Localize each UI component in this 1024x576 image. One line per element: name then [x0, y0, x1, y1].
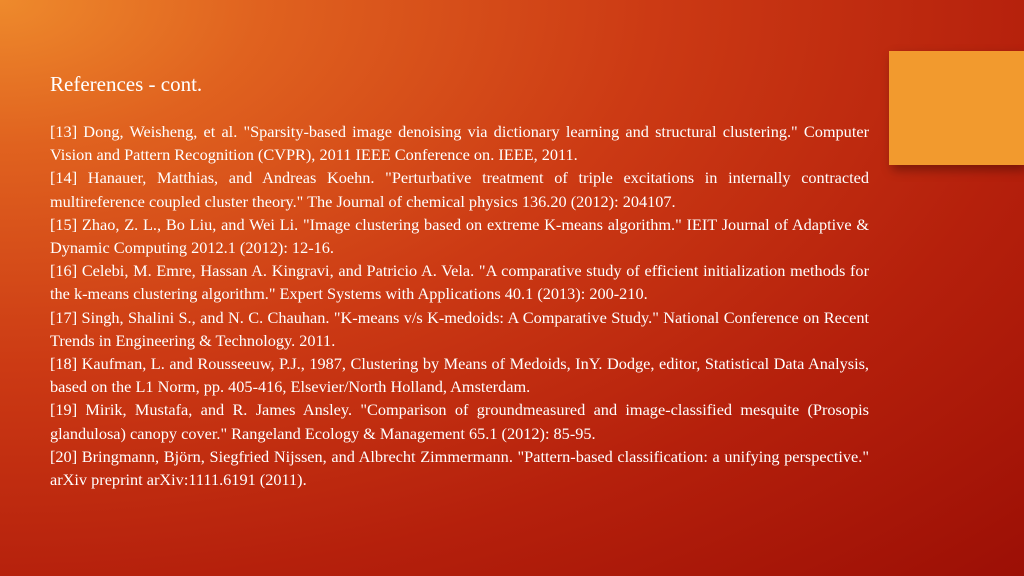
reference-item-18: [18] Kaufman, L. and Rousseeuw, P.J., 1987, Clustering by Means of Medoids, InY. Dodge, editor, Statistical Data Analysis, based on the L1 Norm, pp. 405-416, Elsevier/North Holland, Amsterdam.: [50, 354, 869, 397]
reference-item-16: [16] Celebi, M. Emre, Hassan A. Kingravi, and Patricio A. Vela. "A comparative study of efficient initialization methods for the k-means clustering algorithm." Expert Systems with Applications 40.1 (2013): 200-210.: [50, 261, 869, 304]
reference-item-13: [13] Dong, Weisheng, et al. "Sparsity-based image denoising via dictionary learning and structural clustering." Computer Vision and Pattern Recognition (CVPR), 2011 IEEE Conference on. IEEE, 2011.: [50, 122, 869, 165]
slide-title: References - cont.: [50, 72, 203, 96]
decorative-accent-square: [889, 51, 1024, 165]
reference-item-15: [15] Zhao, Z. L., Bo Liu, and Wei Li. "Image clustering based on extreme K-means algorithm." IEIT Journal of Adaptive & Dynamic Computing 2012.1 (2012): 12-16.: [50, 214, 869, 258]
reference-list: [50, 120, 869, 491]
reference-item-17: [17] Singh, Shalini S., and N. C. Chauhan. "K-means v/s K-medoids: A Comparative Study." National Conference on Recent Trends in Engineering & Technology. 2011.: [50, 307, 869, 350]
reference-item-14: [14] Hanauer, Matthias, and Andreas Koehn. "Perturbative treatment of triple excitations in internally contracted multireference coupled cluster theory." The Journal of chemical physics 136.20 (2012): 204107.: [50, 168, 869, 211]
reference-item-19: [19] Mirik, Mustafa, and R. James Ansley. "Comparison of groundmeasured and image-classified mesquite (Prosopis glandulosa) canopy cover." Rangeland Ecology & Management 65.1 (2012): 85-95.: [50, 400, 869, 443]
reference-item-20: [20] Bringmann, Björn, Siegfried Nijssen, and Albrecht Zimmermann. "Pattern-based classification: a unifying perspective." arXiv preprint arXiv:1111.6191 (2011).: [50, 446, 869, 490]
